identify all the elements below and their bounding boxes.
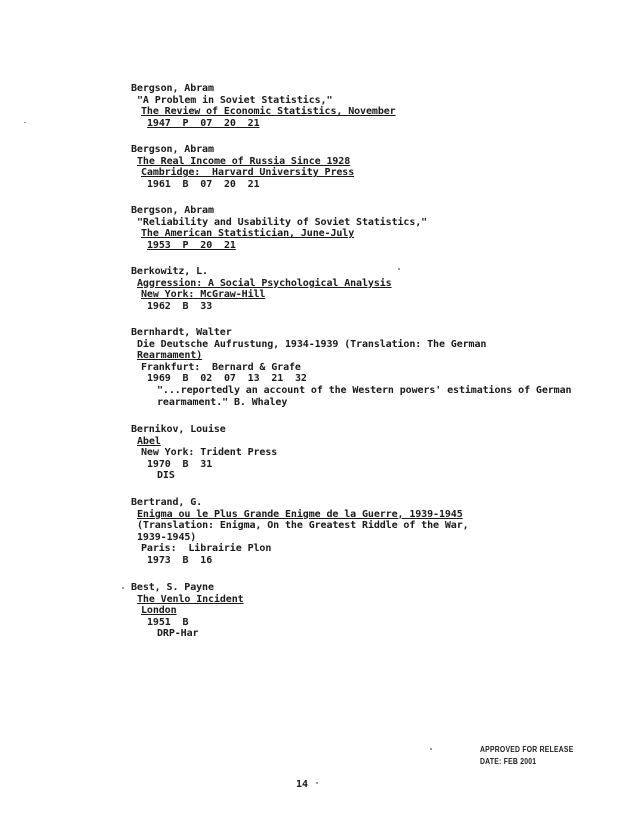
bibliography-entry [131, 144, 611, 190]
scan-speck [316, 782, 318, 784]
entry-translation: (Translation: Enigma, On the Greatest Riddle of the War, [137, 520, 469, 532]
release-date-line: DATE: FEB 2001 [480, 757, 537, 766]
entry-author: Bergson, Abram [131, 83, 214, 94]
entry-code: 1973 B 16 [147, 554, 213, 566]
entry-publisher: Paris: Librairie Plon [141, 543, 272, 555]
bibliography-entry [131, 424, 611, 482]
entry-author: Bergson, Abram [131, 144, 214, 155]
scan-speck [122, 587, 124, 589]
entry-author: Berkowitz, L. [131, 266, 208, 277]
entry-title: The Real Income of Russia Since 1928 [137, 155, 351, 167]
entry-publication: The American Statistician, June-July [141, 228, 355, 240]
entry-translation-continued: 1939-1945) [137, 531, 197, 543]
entry-author: Bernikov, Louise [131, 424, 226, 435]
scan-speck [398, 268, 400, 270]
entry-note: rearmament." B. Whaley [157, 396, 288, 408]
entry-author: Bernhardt, Walter [131, 327, 232, 338]
entry-code: 1962 B 33 [147, 300, 213, 312]
entry-publication: The Review of Economic Statistics, November [141, 106, 396, 118]
entry-title-continued: Rearmament) [137, 350, 203, 362]
entry-code: 1951 B [147, 616, 189, 628]
entry-title: Enigma ou le Plus Grande Enigme de la Guerre, 1939-1945 [137, 508, 463, 520]
entry-code: 1953 P 20 21 [147, 239, 236, 251]
bibliography-entry [131, 83, 611, 129]
entry-code: 1970 B 31 [147, 458, 213, 470]
entry-publisher: New York: McGraw-Hill [141, 289, 266, 301]
entry-title: Aggression: A Social Psychological Analysis [137, 277, 392, 289]
entry-publisher: Frankfurt: Bernard & Grafe [141, 361, 301, 373]
entry-code: 1947 P 07 20 21 [147, 117, 260, 129]
entry-author: Best, S. Payne [131, 582, 214, 593]
entry-code: 1961 B 07 20 21 [147, 178, 260, 190]
scan-speck [430, 748, 432, 750]
entry-publisher: London [141, 605, 177, 617]
entry-note: DRP-Har [157, 628, 199, 640]
entry-note: DIS [157, 470, 175, 482]
entry-title: Die Deutsche Aufrustung, 1934-1939 (Translation: The German [137, 338, 487, 350]
bibliography-entry [131, 582, 611, 640]
entry-title: The Venlo Incident [137, 593, 244, 605]
entry-title: Abel [137, 435, 161, 447]
entry-note: "...reportedly an account of the Western powers' estimations of German [157, 384, 572, 396]
entry-title: "A Problem in Soviet Statistics," [137, 94, 333, 106]
entry-author: Bertrand, G. [131, 497, 203, 508]
entry-code: 1969 B 02 07 13 21 32 [147, 373, 307, 385]
entry-publisher: New York: Trident Press [141, 447, 278, 459]
release-stamp [480, 744, 574, 768]
scan-speck [24, 122, 26, 123]
release-stamp-line: APPROVED FOR RELEASE [480, 745, 574, 754]
bibliography-entry [131, 266, 611, 312]
entry-publisher: Cambridge: Harvard University Press [141, 167, 355, 179]
page-number: 14 [296, 779, 309, 790]
entry-title: "Reliability and Usability of Soviet Statistics," [137, 216, 428, 228]
bibliography-entry [131, 497, 611, 567]
bibliography-entry [131, 327, 611, 408]
bibliography-entry [131, 205, 611, 251]
entry-author: Bergson, Abram [131, 205, 214, 216]
